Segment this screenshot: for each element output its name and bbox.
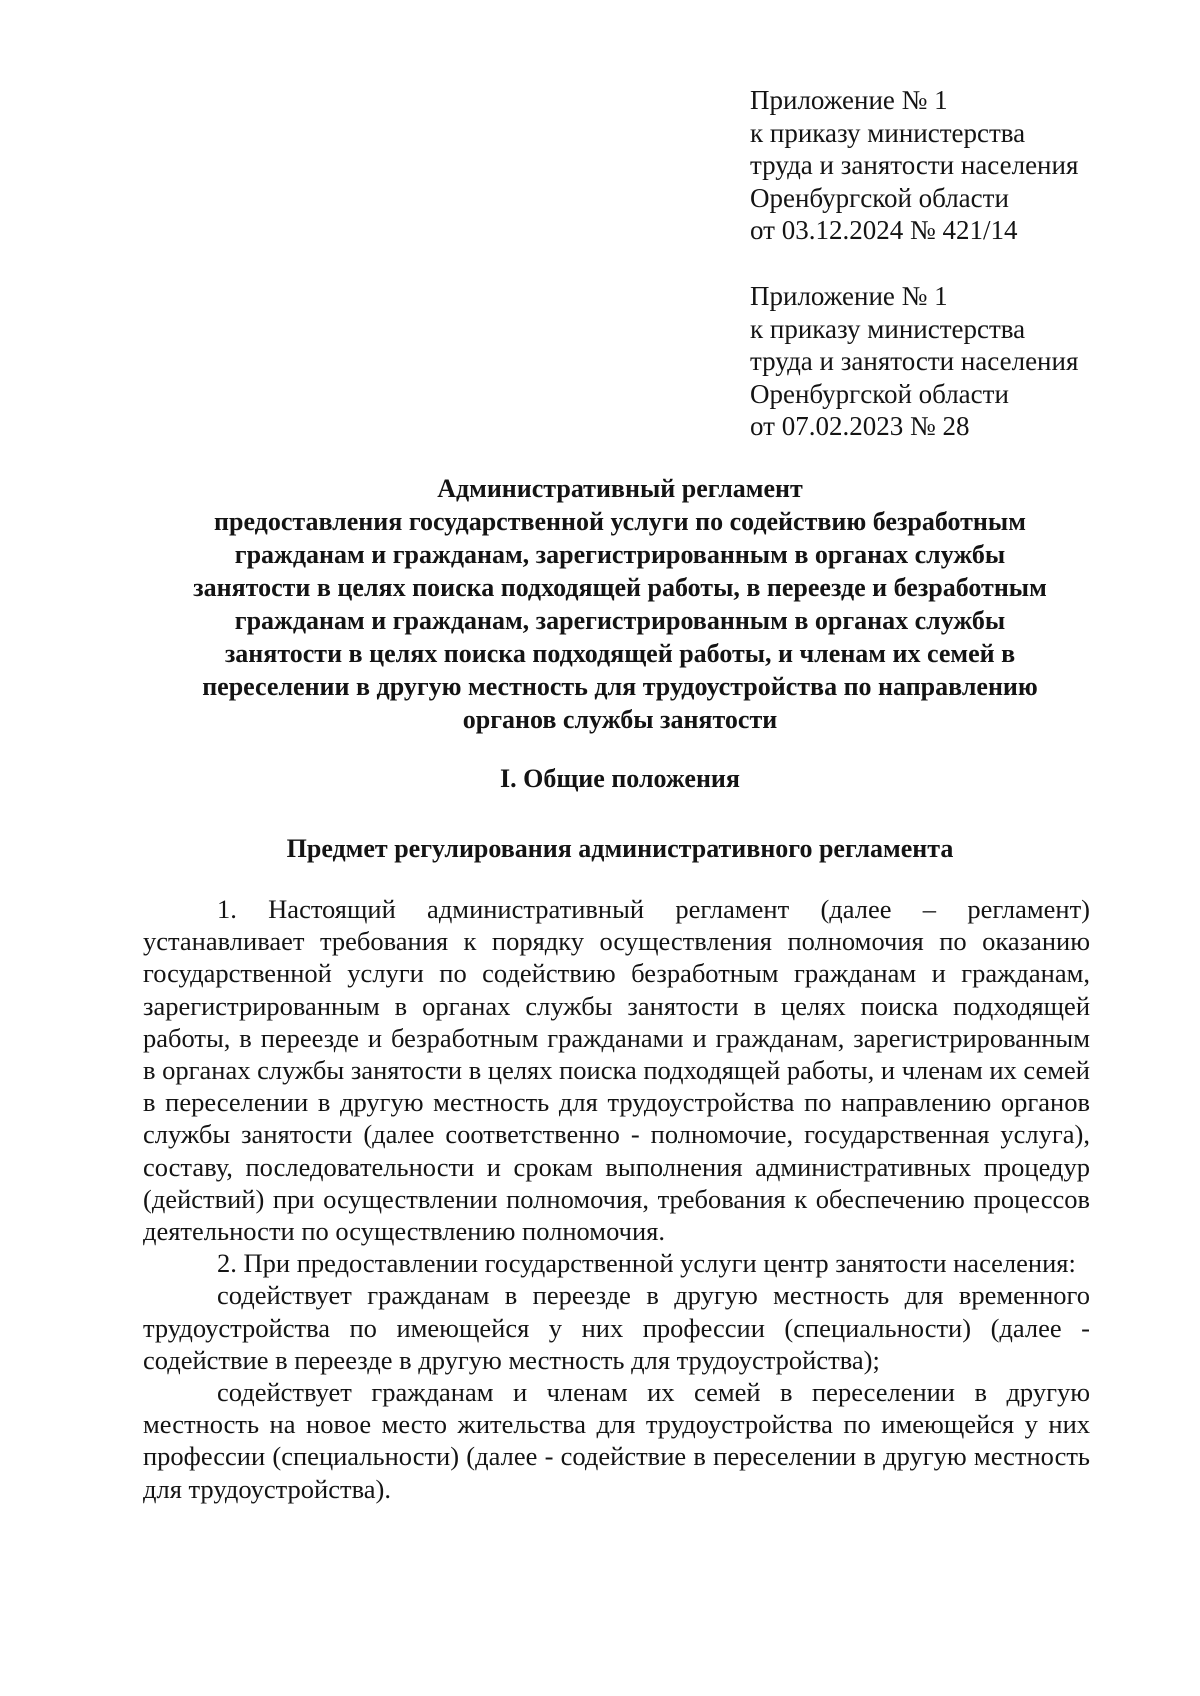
appendix-line: Приложение № 1 <box>750 281 948 311</box>
appendix-line: Приложение № 1 <box>750 85 948 115</box>
paragraph-1: 1. Настоящий административный регламент (далее – регламент) устанавливает требования к порядку осуществления полномочия по оказанию государственной услуги по содействию безработным гражданам и гражданам, зарегистрированным в органах службы занятости в целях поиска подходящей работы, в переезде и безработным гражданами и гражданам, зарегистрированным в органах службы занятости в целях поиска подходящей работы, и членам их семей в переселении в другую местность для трудоустройства по направлению органов службы занятости (далее соответственно - полномочие, государственная услуга), составу, последовательности и срокам выполнения административных процедур (действий) при осуществлении полномочия, требования к обеспечению процессов деятельности по осуществлению полномочия. <box>143 894 1090 1247</box>
appendix-line: Оренбургской области <box>750 378 1009 409</box>
title-line: органов службы занятости <box>462 705 778 734</box>
appendix-block-current <box>750 84 1170 247</box>
appendix-line: труда и занятости населения <box>750 150 1079 180</box>
paragraph-2: 2. При предоставлении государственной услуги центр занятости населения: <box>217 1248 1076 1279</box>
section-heading: I. Общие положения <box>500 764 740 793</box>
appendix-line: к приказу министерства <box>750 117 1026 148</box>
appendix-line: от 03.12.2024 № 421/14 <box>750 215 1018 245</box>
subsection-heading: Предмет регулирования административного регламента <box>286 834 954 863</box>
appendix-block-previous <box>750 280 1170 443</box>
paragraph-2-item-2: содействует гражданам и членам их семей в переселении в другую местность на новое место жительства для трудоустройства по имеющейся у них профессии (специальности) (далее - содействие в переселении в другую местность для трудоустройства). <box>143 1377 1090 1504</box>
appendix-line: к приказу министерства <box>750 313 1026 344</box>
title-line: гражданам и гражданам, зарегистрированным в органах службы <box>234 606 1006 635</box>
title-line: предоставления государственной услуги по содействию безработным <box>214 507 1026 536</box>
paragraph-2-item-1: содействует гражданам в переезде в другую местность для временного трудоустройства по имеющейся у них профессии (специальности) (далее - содействие в переезде в другую местность для трудоустройства); <box>143 1280 1090 1375</box>
appendix-line: Оренбургской области <box>750 182 1009 213</box>
title-line: Административный регламент <box>437 474 803 503</box>
title-line: гражданам и гражданам, зарегистрированным в органах службы <box>234 540 1006 569</box>
document-body <box>143 893 1090 1505</box>
title-line: переселении в другую местность для трудоустройства по направлению <box>202 672 1038 701</box>
document-title <box>140 472 1100 736</box>
appendix-line: от 07.02.2023 № 28 <box>750 411 970 441</box>
title-line: занятости в целях поиска подходящей работы, в переезде и безработным <box>193 573 1047 602</box>
title-line: занятости в целях поиска подходящей работы, и членам их семей в <box>224 639 1016 668</box>
appendix-line: труда и занятости населения <box>750 346 1079 376</box>
